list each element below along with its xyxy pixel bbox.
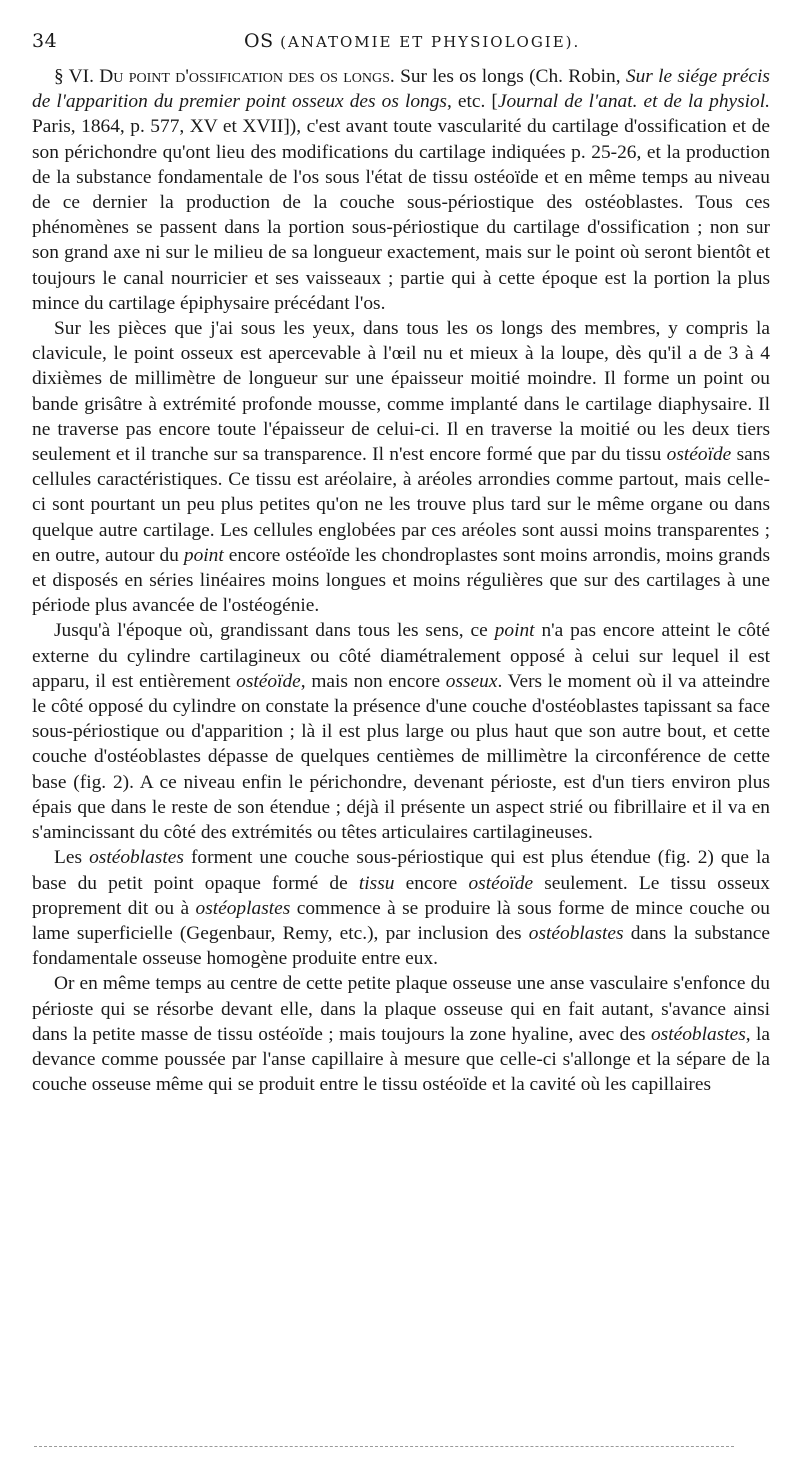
page-number: 34 — [32, 30, 58, 52]
paragraph-1 — [32, 64, 770, 316]
p4-text-3: encore — [405, 872, 458, 894]
page — [32, 22, 770, 1097]
p4-italic-4: ostéoplastes — [195, 897, 291, 919]
p2-italic-1: ostéoïde — [666, 444, 732, 466]
p4-italic-5: ostéoblastes — [528, 922, 624, 944]
p1-ref-mid: , etc. [ — [446, 91, 498, 113]
p4-text-6: dans la substance fondamentale osseuse homogène produite entre eux. — [32, 922, 770, 970]
p3-italic-1: point — [494, 620, 535, 642]
p3-text-1: Jusqu'à l'époque où, grandissant dans tous les sens, ce — [54, 620, 488, 642]
p4-italic-3: ostéoïde — [468, 872, 534, 894]
paragraph-3 — [32, 618, 770, 845]
p2-text-2: sans cellules caractéristiques. Ce tissu est aréolaire, à aréoles arrondies comme partout, mais celle-ci sont pourtant un peu plus petites qu'on ne les trouve plus tard sur le même organe ou dans quelque autre cartilage. Les cellules englobées par ces aréoles sont aussi moins transparentes ; en outre, autour du — [32, 444, 770, 566]
p2-italic-2: point — [183, 544, 224, 566]
p3-italic-2: ostéoïde — [236, 670, 301, 692]
running-title-main: OS — [244, 30, 274, 52]
paragraph-2 — [32, 316, 770, 618]
p3-italic-3: osseux — [445, 670, 498, 692]
running-title — [244, 30, 580, 52]
p5-text-1: Or en même temps au centre de cette petite plaque osseuse une anse vasculaire s'enfonce du périoste qui se résorbe devant elle, dans la plaque osseuse qui en fait autant, s'avance ainsi dans la petite masse de tissu ostéoïde ; mais toujours la zone hyaline, avec des — [32, 973, 770, 1045]
p3-text-4: . Vers le moment où il va atteindre le côté opposé du cylindre on constate la présence d'une couche d'ostéoblastes tapissant sa face sous-périostique ou d'apparition ; là il est plus large ou plus haut que son autre bout, et cette couche d'ostéoblastes dépasse de quelques centièmes de millimètre la circonférence de cette base (fig. 2). A ce niveau enfin le périchondre, devenant périoste, est d'un tiers environ plus épais que dans le reste de son étendue ; déjà il présente un aspect strié ou fibrillaire et il va en s'amincissant du côté des extrémités ou têtes articulaires cartilagineuses. — [32, 670, 770, 844]
p1-ref-title: Sur le siége précis de l'apparition du premier point osseux des os longs — [32, 66, 770, 113]
p4-text-5: commence à se produire là sous forme de mince couche ou lame superficielle (Gegenbaur, Remy, etc.), par inclusion des — [32, 897, 770, 944]
p1-ref-pre: Sur les os longs (Ch. Robin, — [400, 66, 621, 87]
p2-text-3: encore ostéoïde les chondroplastes sont moins arrondis, moins grands et disposés en séries linéaires moins longues et moins régulières que sur des cartilages à une période plus avancée de l'ostéogénie. — [32, 544, 770, 617]
p2-text-1: Sur les pièces que j'ai sous les yeux, dans tous les os longs des membres, y compris la clavicule, le point osseux est apercevable à l'œil nu et mieux à la loupe, dès qu'il a de 3 à 4 dixièmes de millimètre de longueur sur une épaisseur moitié moindre. Il forme un point ou bande grisâtre à extrémité profonde mousse, comme implanté dans le cartilage diaphysaire. Il ne traverse pas encore toute l'épaisseur de celui-ci. Il en traverse la moitié ou les deux tiers seulement et il tranche sur sa transparence. Il n'est encore formé que par du tissu — [32, 318, 770, 466]
running-title-sub: (ANATOMIE ET PHYSIOLOGIE). — [280, 33, 581, 51]
p5-text-2: , la devance comme poussée par l'anse capillaire à mesure que celle-ci s'allonge et la sépare de la couche osseuse même qui se produit entre le tissu ostéoïde et la cavité où les capillaires — [32, 1023, 770, 1096]
p3-text-3: , mais non encore — [300, 670, 441, 692]
running-header — [32, 22, 770, 58]
paragraph-4 — [32, 845, 770, 971]
section-heading: § VI. Du point d'ossification des os longs. — [54, 66, 395, 87]
p4-text-1: Les — [54, 847, 82, 869]
p4-text-4: seulement. Le tissu osseux proprement dit ou à — [32, 872, 770, 919]
p4-italic-1: ostéoblastes — [89, 847, 184, 869]
p4-italic-2: tissu — [358, 872, 395, 894]
paragraph-5 — [32, 971, 770, 1097]
footer-divider — [34, 1446, 734, 1447]
p1-ref-journal: Journal de l'anat. et de la physiol. — [497, 91, 770, 113]
p5-italic-1: ostéoblastes — [650, 1023, 746, 1045]
p3-text-2: n'a pas encore atteint le côté externe du cylindre cartilagineux ou côté diamétralement opposé à celui sur lequel il est apparu, il est entièrement — [32, 620, 770, 692]
p1-text: Paris, 1864, p. 577, XV et XVII]), c'est avant toute vascularité du cartilage d'ossification et de son périchondre qu'ont lieu des modifications du cartilage indiquées p. 25-26, et la production de la substance fondamentale de l'os sous l'état de tissu ostéoïde et en même temps au niveau de ce dernier la production de la couche sous-périostique des ostéoblastes. Tous ces phénomènes se passent dans la portion sous-périostique du cartilage d'ossification ; non sur son grand axe ni sur le milieu de sa longueur exactement, mais sur le point où seront bientôt et toujours le canal nourricier et ses vaisseaux ; partie qui à cette époque est la portion la plus mince du cartilage épiphysaire précédant l'os. — [32, 116, 770, 314]
p4-text-2: forment une couche sous-périostique qui est plus étendue (fig. 2) que la base du petit point opaque formé de — [32, 847, 770, 894]
